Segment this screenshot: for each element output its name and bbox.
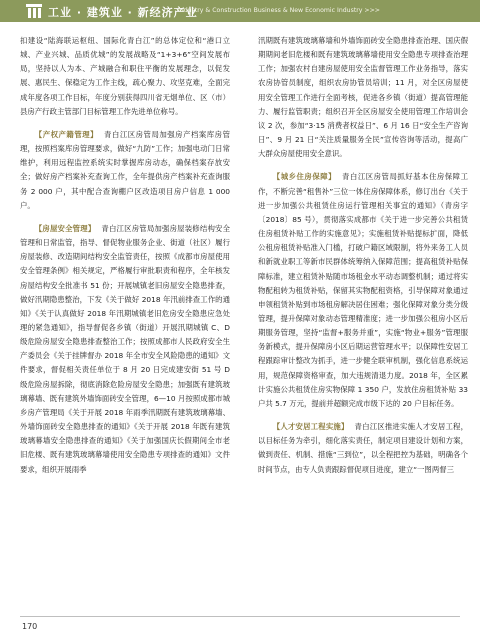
section-talent-housing [258,420,468,477]
section-tag: 【产权产籍管理】 [34,129,99,139]
section-text: 青白江区房管局加强房屋装修结构安全管理和日常监管，指导、督促物业服务企业、街道（社区）履行房屋装修、改造期间结构安全监管责任，按照《成都市房屋使用安全管理条例》相关规定，严格履行审批职责和程序，全年核发房屋结构安全批准书 51 份；开展城镇老旧房屋安全隐患排查，做好汛期隐患整治，下发《关于做好 2018 年汛前排查工作的通知》《关于认真做好 2018 年汛期城镇老旧危房安全隐患应急处理的紧急通知》，指导督促各乡镇（街道）开展汛期城镇 C、D 级危险房屋安全隐患排查整治工作；按照成都市人民政府安全生产委员会《关于挂牌督办 2018 年全市安全风险隐患的通知》文件要求，督促相关责任单位于 8 月 20 日完成建安街 51 号 D 级危险房屋拆除，彻底消除危险房屋安全隐患；加强既有建筑玻璃幕墙、既有建筑外墙饰面砖安全管理，6—10 月按照成都市城乡房产管理局《关于开展 2018 年雨季汛期既有建筑玻璃幕墙、外墙饰面砖安全隐患排查的通知》《关于开展 2018 年既有建筑玻璃幕墙安全隐患排查的通知》《关于加强国庆长假期间全市老旧危楼、既有建筑玻璃幕墙使用安全隐患专项排查的通知》文件要求，组织开展雨季 [20,223,230,474]
page-number: 170 [22,622,38,631]
footer-divider [20,616,460,617]
page-header [0,0,480,22]
section-tag: 【房屋安全管理】 [34,223,96,233]
right-column [258,34,468,477]
right-intro-paragraph: 汛期既有建筑玻璃幕墙和外墙饰面砖安全隐患排查治理、国庆假期期间老旧危楼和既有建筑玻璃幕墙使用安全隐患专项排查治理工作；加强农村自建房屋使用安全监督管理工作业务指导，落实农房协管员制度，组织农房协管员培训；11 月，对全区房屋使用安全管理工作进行全面考核，促进各乡镇（街道）提高管理能力、履行监管职责；组织召开全区房屋安全使用管理工作培训会议 2 次，参加“3·15 消费者权益日”、6 月 16 日“安全生产咨询日”、9 月 21 日“关注质量服务全民”宣传咨询等活动，提高广大群众房屋使用安全意识。 [258,36,468,159]
left-intro-paragraph: 扣建设“陆海联运枢纽、国际化青白江”的总体定位和“港口立城、产业兴城、品质优城”的发展战略及“1+3+6”空间发展布局，坚持以人为本、产城融合和职住平衡的发展理念，以促发展、惠民生、保稳定为工作主线，疏心聚力、攻坚克难，全面完成年度各项工作目标，年度分别获得四川省无烟单位、区（市）县房产行政主管部门目标管理工作先进单位称号。 [20,36,230,116]
section-housing-safety [20,222,230,477]
section-text: 青白江区房管局抓好基本住房保障工作，不断完善“租售补”三位一体住房保障体系，修订出台《关于进一步加强公共租赁住房运行管理相关事宜的通知》（青房字〔2018〕85 号），贯彻落实成都市《关于进一步完善公共租赁住房租赁补贴工作的实施意见》；实施租赁补贴提标扩面，降低公租房租赁补贴准入门槛，打破户籍区域限制，将外来务工人员和新就业职工等新市民群体统筹纳入保障范围；提高租赁补贴保障标准，建立租赁补贴随市场租金水平动态调整机制；通过将实物配租转为租赁补贴，保留其实物配租资格，引导保障对象通过申领租赁补贴到市场租房解决居住困难；强化保障对象分类分级管理，提升保障对象动态管理精准度；进一步加强公租房小区后期服务管理，坚持“监督+服务并重”，实施“物业+服务”管理服务新模式，提升保障房小区后期运营管理水平；以保障性安居工程跟踪审计整改为抓手，进一步健全联审机制，强化信息系统运用，规范保障资格审查，加大违规清退力度。2018 年，全区累计实施公共租赁住房实物保障 1 350 户，发放住房租赁补贴 33 户共 5.7 万元，提前并超额完成市级下达的 20 户目标任务。 [258,172,468,408]
header-title: 工业 · 建筑业 · 新经济产业 [48,6,198,19]
building-column-logo-icon [24,2,44,20]
header-subtitle: Industry & Construction Business & New Economic Industry >>> [178,7,380,14]
section-text: 青白江区推进实施人才安居工程，以目标任务为牵引，细化落实责任，制定项目建设计划和方案，做到责任、机制、措施“三到位”，以全程把控为基础，明确各个时间节点，由专人负责跟踪督促项目进度，建立“一图两督三 [258,422,468,474]
page-footer [0,612,480,642]
section-property-records [20,128,230,213]
left-column [20,34,230,477]
section-tag: 【城乡住房保障】 [272,172,337,182]
section-housing-security [258,170,468,411]
section-tag: 【人才安居工程实施】 [272,422,349,432]
section-text: 青白江区房管局加强房产档案库房管理，按照档案库房管理要求，做好“九防”工作；加强电动门日常维护，利用远程监控系统实时掌握库房动态，确保档案存放安全；做好房产档案补充查询工作，全年提供房产档案补充查询服务 2 000 户，其中配合查询棚户区改造项目房户信息 1 000 户。 [20,129,230,210]
